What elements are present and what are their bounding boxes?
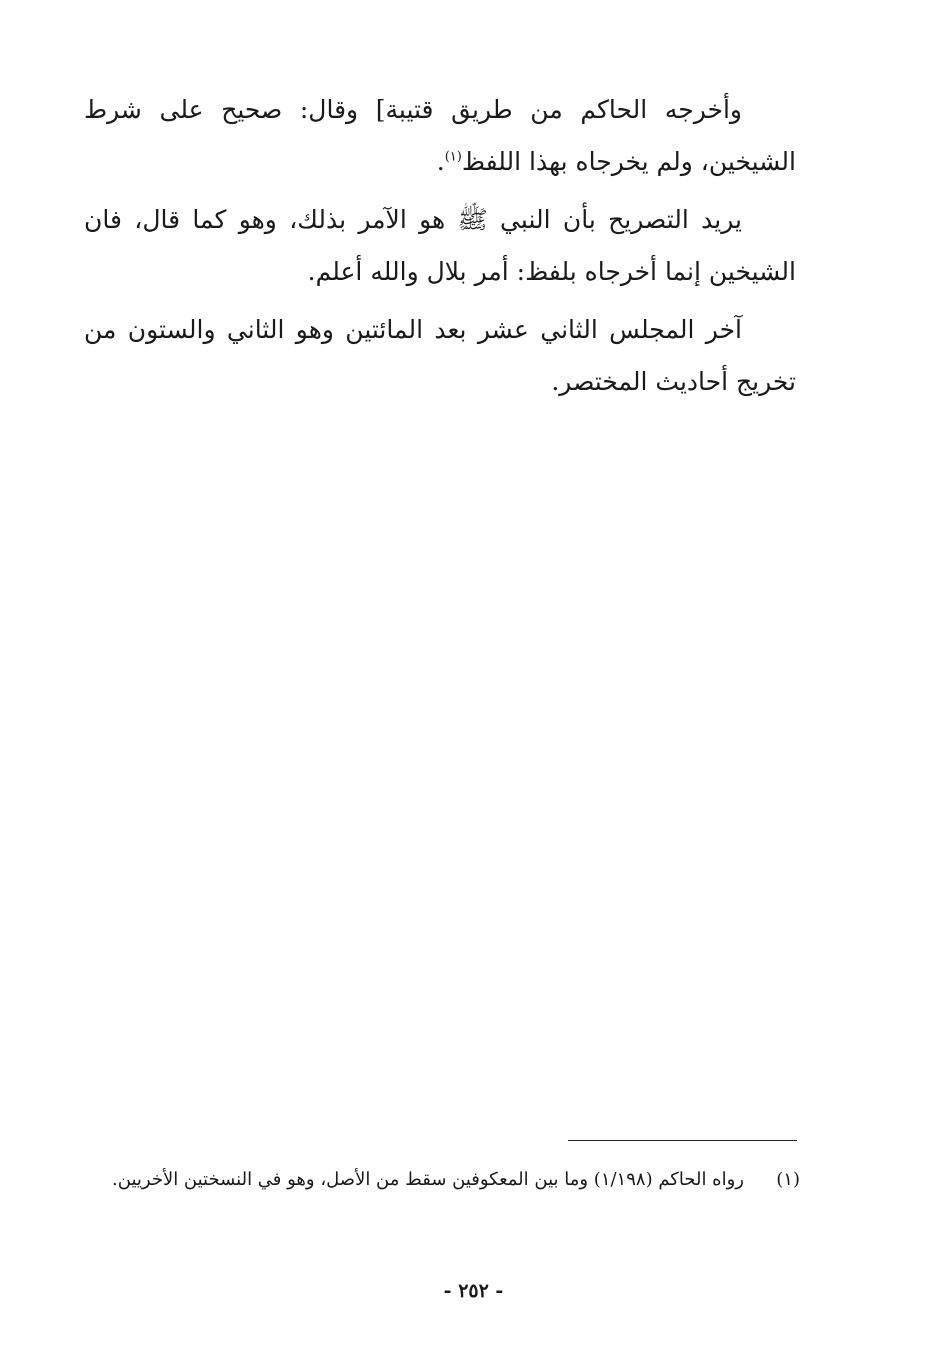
footnote-1 (92, 1162, 800, 1198)
paragraph-3 (84, 304, 796, 408)
main-text (84, 84, 796, 414)
paragraph-3-text: آخر المجلس الثاني عشر بعد المائتين وهو الثاني والستون من تخريج أحاديث المختصر. (84, 315, 796, 396)
paragraph-2 (84, 194, 796, 298)
paragraph-1-text: وأخرجه الحاكم من طريق قتيبة] وقال: صحيح على شرط الشيخين، ولم يخرجاه بهذا اللفظ (84, 95, 796, 176)
footnote-text: رواه الحاكم (١/١٩٨) وما بين المعكوفين سقط من الأصل، وهو في النسختين الأخريين. (112, 1169, 744, 1190)
footnote-reference[interactable]: (١) (444, 149, 462, 165)
paragraph-1 (84, 84, 796, 188)
page-number: - ٢٥٢ - (443, 1280, 504, 1302)
footnote-number: (١) (776, 1169, 800, 1190)
paragraph-1-end: . (436, 147, 445, 176)
footnotes (92, 1162, 800, 1198)
paragraph-2-text: يريد التصريح بأن النبي ﷺ هو الآمر بذلك، وهو كما قال، فان الشيخين إنما أخرجاه بلفظ: أمر بلال والله أعلم. (84, 205, 796, 286)
footnote-separator (568, 1140, 797, 1141)
